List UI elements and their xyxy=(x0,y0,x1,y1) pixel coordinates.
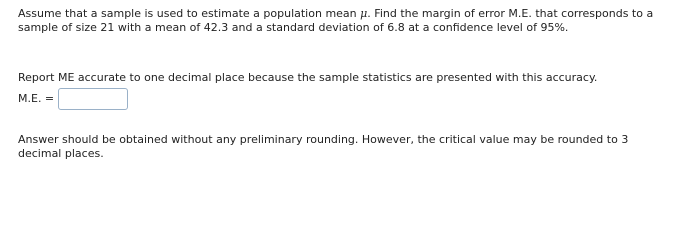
problem-text-part1: Assume that a sample is used to estimate a population mean xyxy=(18,7,361,20)
report-instruction: Report ME accurate to one decimal place because the sample statistics are presented with this accuracy. xyxy=(18,71,598,84)
problem-text-part2: . Find the margin of error M.E. that corresponds to a sample of size 21 with a mean of 42.3 and a standard deviation of 6.8 at a confidence level of 95%. xyxy=(18,7,654,34)
problem-statement xyxy=(18,7,658,35)
margin-of-error-input[interactable] xyxy=(58,88,128,110)
answer-label: M.E. = xyxy=(18,92,55,105)
mu-symbol: μ xyxy=(360,7,368,20)
rounding-note: Answer should be obtained without any preliminary rounding. However, the critical value may be rounded to 3 decimal places. xyxy=(18,133,629,160)
answer-row xyxy=(18,86,128,112)
